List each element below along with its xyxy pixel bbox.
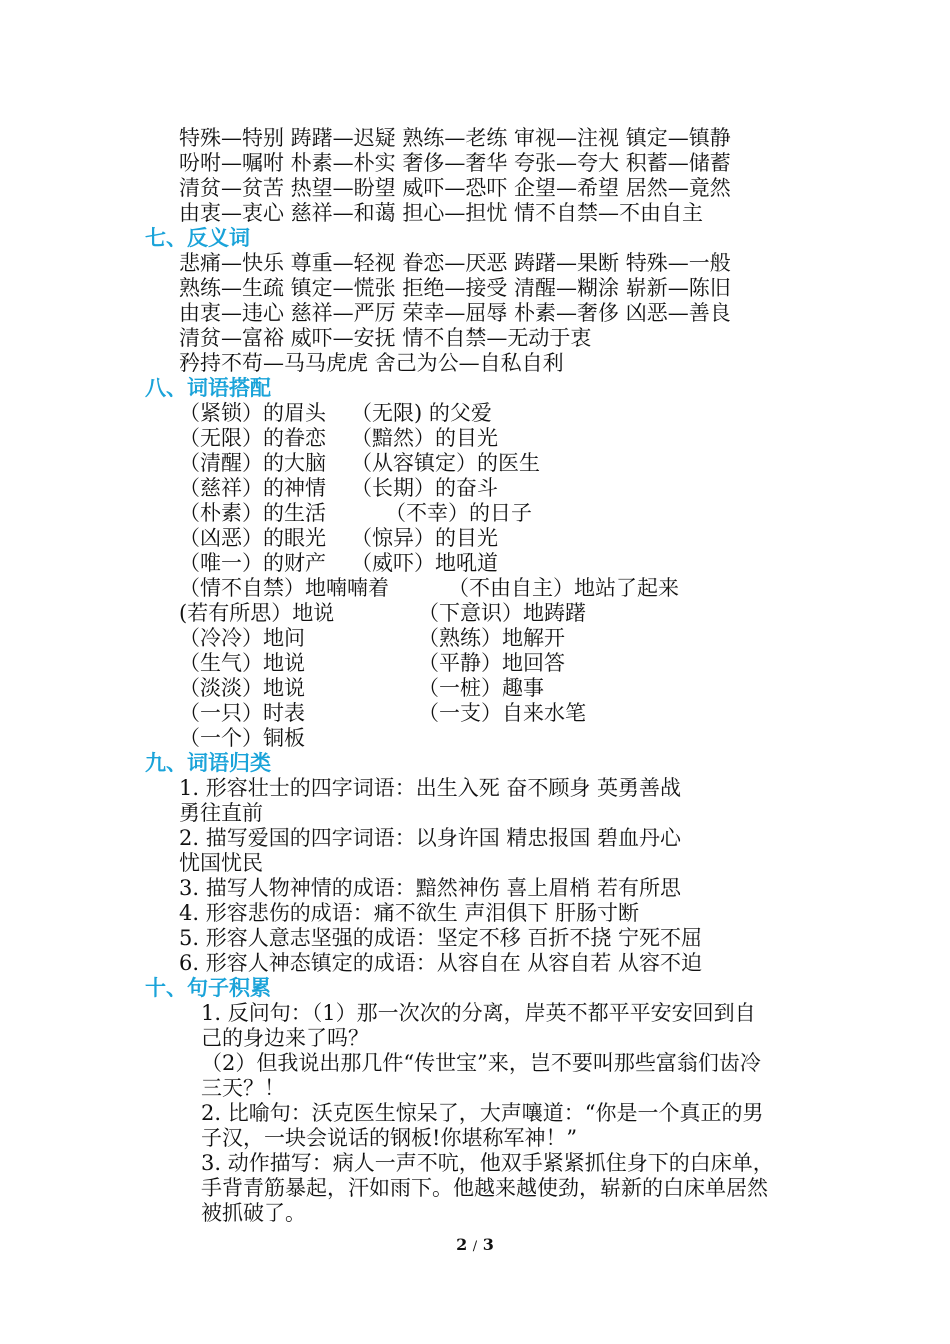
collocation-item: （黯然）的目光 — [351, 426, 498, 450]
classification-line: 6. 形容人神态镇定的成语：从容自在 从容自若 从容不迫 — [179, 951, 703, 975]
section-heading-sentences: 十、句子积累 — [145, 976, 271, 1000]
collocation-item: （一个）铜板 — [179, 726, 305, 750]
collocation-item: （不幸）的日子 — [385, 501, 532, 525]
synonym-line: 吩咐—嘱咐 朴素—朴实 奢侈—奢华 夸张—夸大 积蓄—储蓄 — [179, 151, 731, 175]
collocation-item: （威吓）地吼道 — [351, 551, 498, 575]
collocation-item: （从容镇定）的医生 — [351, 451, 540, 475]
collocation-item: （淡淡）地说 — [179, 676, 305, 700]
classification-line: 3. 描写人物神情的成语：黯然神伤 喜上眉梢 若有所思 — [179, 876, 682, 900]
collocation-item: （冷冷）地问 — [179, 626, 305, 650]
collocation-item: （生气）地说 — [179, 651, 305, 675]
sentence-line: 被抓破了。 — [201, 1201, 306, 1225]
collocation-item: （无限) 的父爱 — [351, 401, 492, 425]
classification-line: 2. 描写爱国的四字词语：以身许国 精忠报国 碧血丹心 — [179, 826, 682, 850]
synonym-line: 特殊—特别 踌躇—迟疑 熟练—老练 审视—注视 镇定—镇静 — [179, 126, 731, 150]
sentence-line: 三天？！ — [201, 1076, 285, 1100]
collocation-item: （无限）的眷恋 — [179, 426, 326, 450]
synonym-line: 由衷—衷心 慈祥—和蔼 担心—担忧 情不自禁—不由自主 — [179, 201, 704, 225]
antonym-line: 由衷—违心 慈祥—严厉 荣幸—屈辱 朴素—奢侈 凶恶—善良 — [179, 301, 731, 325]
collocation-item: （一支）自来水笔 — [418, 701, 586, 725]
collocation-item: （长期）的奋斗 — [351, 476, 498, 500]
section-heading-word-classification: 九、词语归类 — [145, 751, 271, 775]
sentence-line: 己的身边来了吗？ — [201, 1026, 369, 1050]
collocation-item: （惊异）的目光 — [351, 526, 498, 550]
page-current: 2 — [456, 1235, 468, 1254]
section-heading-antonyms: 七、反义词 — [145, 226, 250, 250]
page-number — [0, 1235, 950, 1257]
antonym-line: 熟练—生疏 镇定—慌张 拒绝—接受 清醒—糊涂 崭新—陈旧 — [179, 276, 731, 300]
sentence-line: 手背青筋暴起，汗如雨下。他越来越使劲，崭新的白床单居然 — [201, 1176, 768, 1200]
antonym-line: 清贫—富裕 威吓—安抚 情不自禁—无动于衷 — [179, 326, 592, 350]
collocation-item: （一桩）趣事 — [418, 676, 544, 700]
collocation-item: （慈祥）的神情 — [179, 476, 326, 500]
classification-line: 勇往直前 — [179, 801, 263, 825]
collocation-item: （情不自禁）地喃喃着 — [179, 576, 389, 600]
antonym-line: 悲痛—快乐 尊重—轻视 眷恋—厌恶 踌躇—果断 特殊—一般 — [179, 251, 731, 275]
sentence-line: （2）但我说出那几件“传世宝”来，岂不要叫那些富翁们齿冷 — [201, 1051, 761, 1075]
classification-line: 忧国忧民 — [179, 851, 263, 875]
classification-line: 4. 形容悲伤的成语：痛不欲生 声泪俱下 肝肠寸断 — [179, 901, 640, 925]
sentence-line: 子汉，一块会说话的钢板!你堪称军神！” — [201, 1126, 578, 1150]
collocation-item: （紧锁）的眉头 — [179, 401, 326, 425]
collocation-item: （熟练）地解开 — [418, 626, 565, 650]
antonym-line: 矜持不苟—马马虎虎 舍己为公—自私自利 — [179, 351, 564, 375]
collocation-item: （唯一）的财产 — [179, 551, 326, 575]
page-separator: / — [472, 1239, 478, 1254]
collocation-item: （下意识）地踌躇 — [418, 601, 586, 625]
collocation-item: （朴素）的生活 — [179, 501, 326, 525]
section-heading-collocations: 八、词语搭配 — [145, 376, 271, 400]
sentence-line: 2. 比喻句：沃克医生惊呆了，大声嚷道：“你是一个真正的男 — [201, 1101, 764, 1125]
sentence-line: 3. 动作描写：病人一声不吭，他双手紧紧抓住身下的白床单， — [201, 1151, 774, 1175]
collocation-item: (若有所思）地说 — [179, 601, 335, 625]
collocation-item: （不由自主）地站了起来 — [448, 576, 679, 600]
collocation-item: （平静）地回答 — [418, 651, 565, 675]
collocation-item: （清醒）的大脑 — [179, 451, 326, 475]
page-total: 3 — [482, 1235, 494, 1254]
synonym-line: 清贫—贫苦 热望—盼望 威吓—恐吓 企望—希望 居然—竟然 — [179, 176, 731, 200]
classification-line: 5. 形容人意志坚强的成语：坚定不移 百折不挠 宁死不屈 — [179, 926, 703, 950]
collocation-item: （凶恶）的眼光 — [179, 526, 326, 550]
collocation-item: （一只）时表 — [179, 701, 305, 725]
classification-line: 1. 形容壮士的四字词语：出生入死 奋不顾身 英勇善战 — [179, 776, 682, 800]
sentence-line: 1. 反问句：（1）那一次次的分离，岸英不都平平安安回到自 — [201, 1001, 756, 1025]
